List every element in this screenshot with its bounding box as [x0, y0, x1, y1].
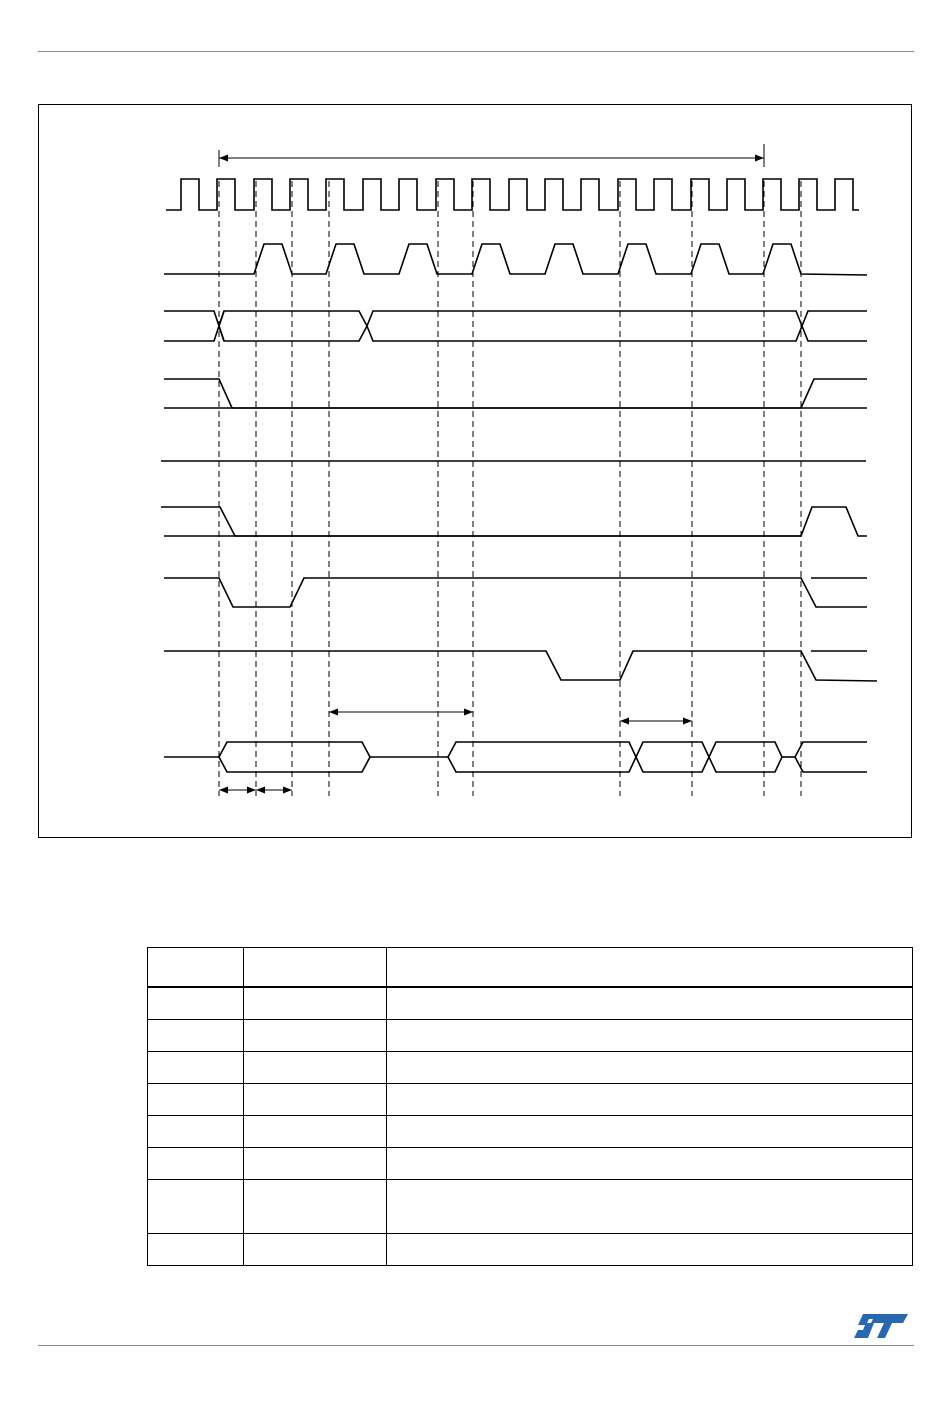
table-cell — [387, 1052, 913, 1084]
table-cell — [387, 1116, 913, 1148]
data-bus-trail-low — [795, 757, 867, 772]
address-bus-trail-high — [802, 311, 867, 326]
header-rule — [38, 51, 914, 52]
strobe-signal — [164, 244, 867, 275]
address-bus-segment — [219, 311, 367, 341]
table-cell — [148, 987, 244, 1020]
cycle-span-arrow — [219, 155, 764, 162]
table-row — [148, 1180, 913, 1234]
enable-1-signal — [164, 578, 867, 607]
parameter-table — [147, 947, 913, 1266]
setup-1-arrow-head-right — [247, 787, 256, 794]
table-cell — [244, 1084, 387, 1116]
table-cell — [148, 1084, 244, 1116]
timing-signals — [161, 179, 877, 772]
wait-span-arrow-head-right — [683, 718, 692, 725]
setup-2-arrow-head-left — [256, 787, 265, 794]
column-header — [148, 948, 244, 988]
table-cell — [387, 1180, 913, 1234]
table-row — [148, 1084, 913, 1116]
timing-arrows — [219, 144, 764, 794]
timing-diagram — [39, 105, 913, 839]
enable-2-signal — [164, 651, 877, 681]
setup-2-arrow — [256, 787, 292, 794]
select-1-signal — [164, 379, 867, 408]
data-bus-segment — [448, 742, 636, 772]
table-cell — [387, 1084, 913, 1116]
table-cell — [387, 1020, 913, 1052]
table-cell — [244, 987, 387, 1020]
footer-rule — [38, 1345, 914, 1346]
table-cell — [148, 1052, 244, 1084]
table-cell — [387, 1148, 913, 1180]
address-bus-trail-low — [802, 326, 867, 341]
data-gap-arrow — [329, 709, 473, 716]
data-gap-arrow-head-right — [464, 709, 473, 716]
wait-span-arrow-head-left — [620, 718, 629, 725]
table-row — [148, 987, 913, 1020]
st-logo-icon — [852, 1312, 910, 1340]
data-bus-segment — [219, 742, 370, 772]
setup-1-arrow — [219, 787, 256, 794]
data-bus-segment — [636, 742, 709, 772]
table-cell — [148, 1148, 244, 1180]
table-cell — [244, 1116, 387, 1148]
clock-signal — [166, 179, 859, 210]
data-bus-trail-high — [795, 742, 867, 757]
table-row — [148, 1020, 913, 1052]
table-cell — [244, 1148, 387, 1180]
setup-2-arrow-head-right — [283, 787, 292, 794]
setup-1-arrow-head-left — [219, 787, 228, 794]
table-cell — [148, 1234, 244, 1266]
table-cell — [387, 987, 913, 1020]
table-cell — [244, 1020, 387, 1052]
cycle-span-arrow-head-left — [219, 155, 228, 162]
select-2-signal — [161, 507, 867, 536]
cycle-span-arrow-head-right — [755, 155, 764, 162]
table-cell — [244, 1052, 387, 1084]
table-cell — [148, 1180, 244, 1234]
table-header-row — [148, 948, 913, 988]
table-cell — [387, 1234, 913, 1266]
wait-span-arrow — [620, 718, 692, 725]
table-cell — [148, 1116, 244, 1148]
column-header — [387, 948, 913, 988]
table-cell — [244, 1180, 387, 1234]
column-header — [244, 948, 387, 988]
address-bus-segment — [367, 311, 802, 341]
table-row — [148, 1148, 913, 1180]
table-cell — [148, 1020, 244, 1052]
table-cell — [244, 1234, 387, 1266]
data-bus-segment — [709, 742, 782, 772]
table-row — [148, 1116, 913, 1148]
timing-diagram-figure — [38, 104, 912, 838]
table-row — [148, 1234, 913, 1266]
table-row — [148, 1052, 913, 1084]
data-gap-arrow-head-left — [329, 709, 338, 716]
